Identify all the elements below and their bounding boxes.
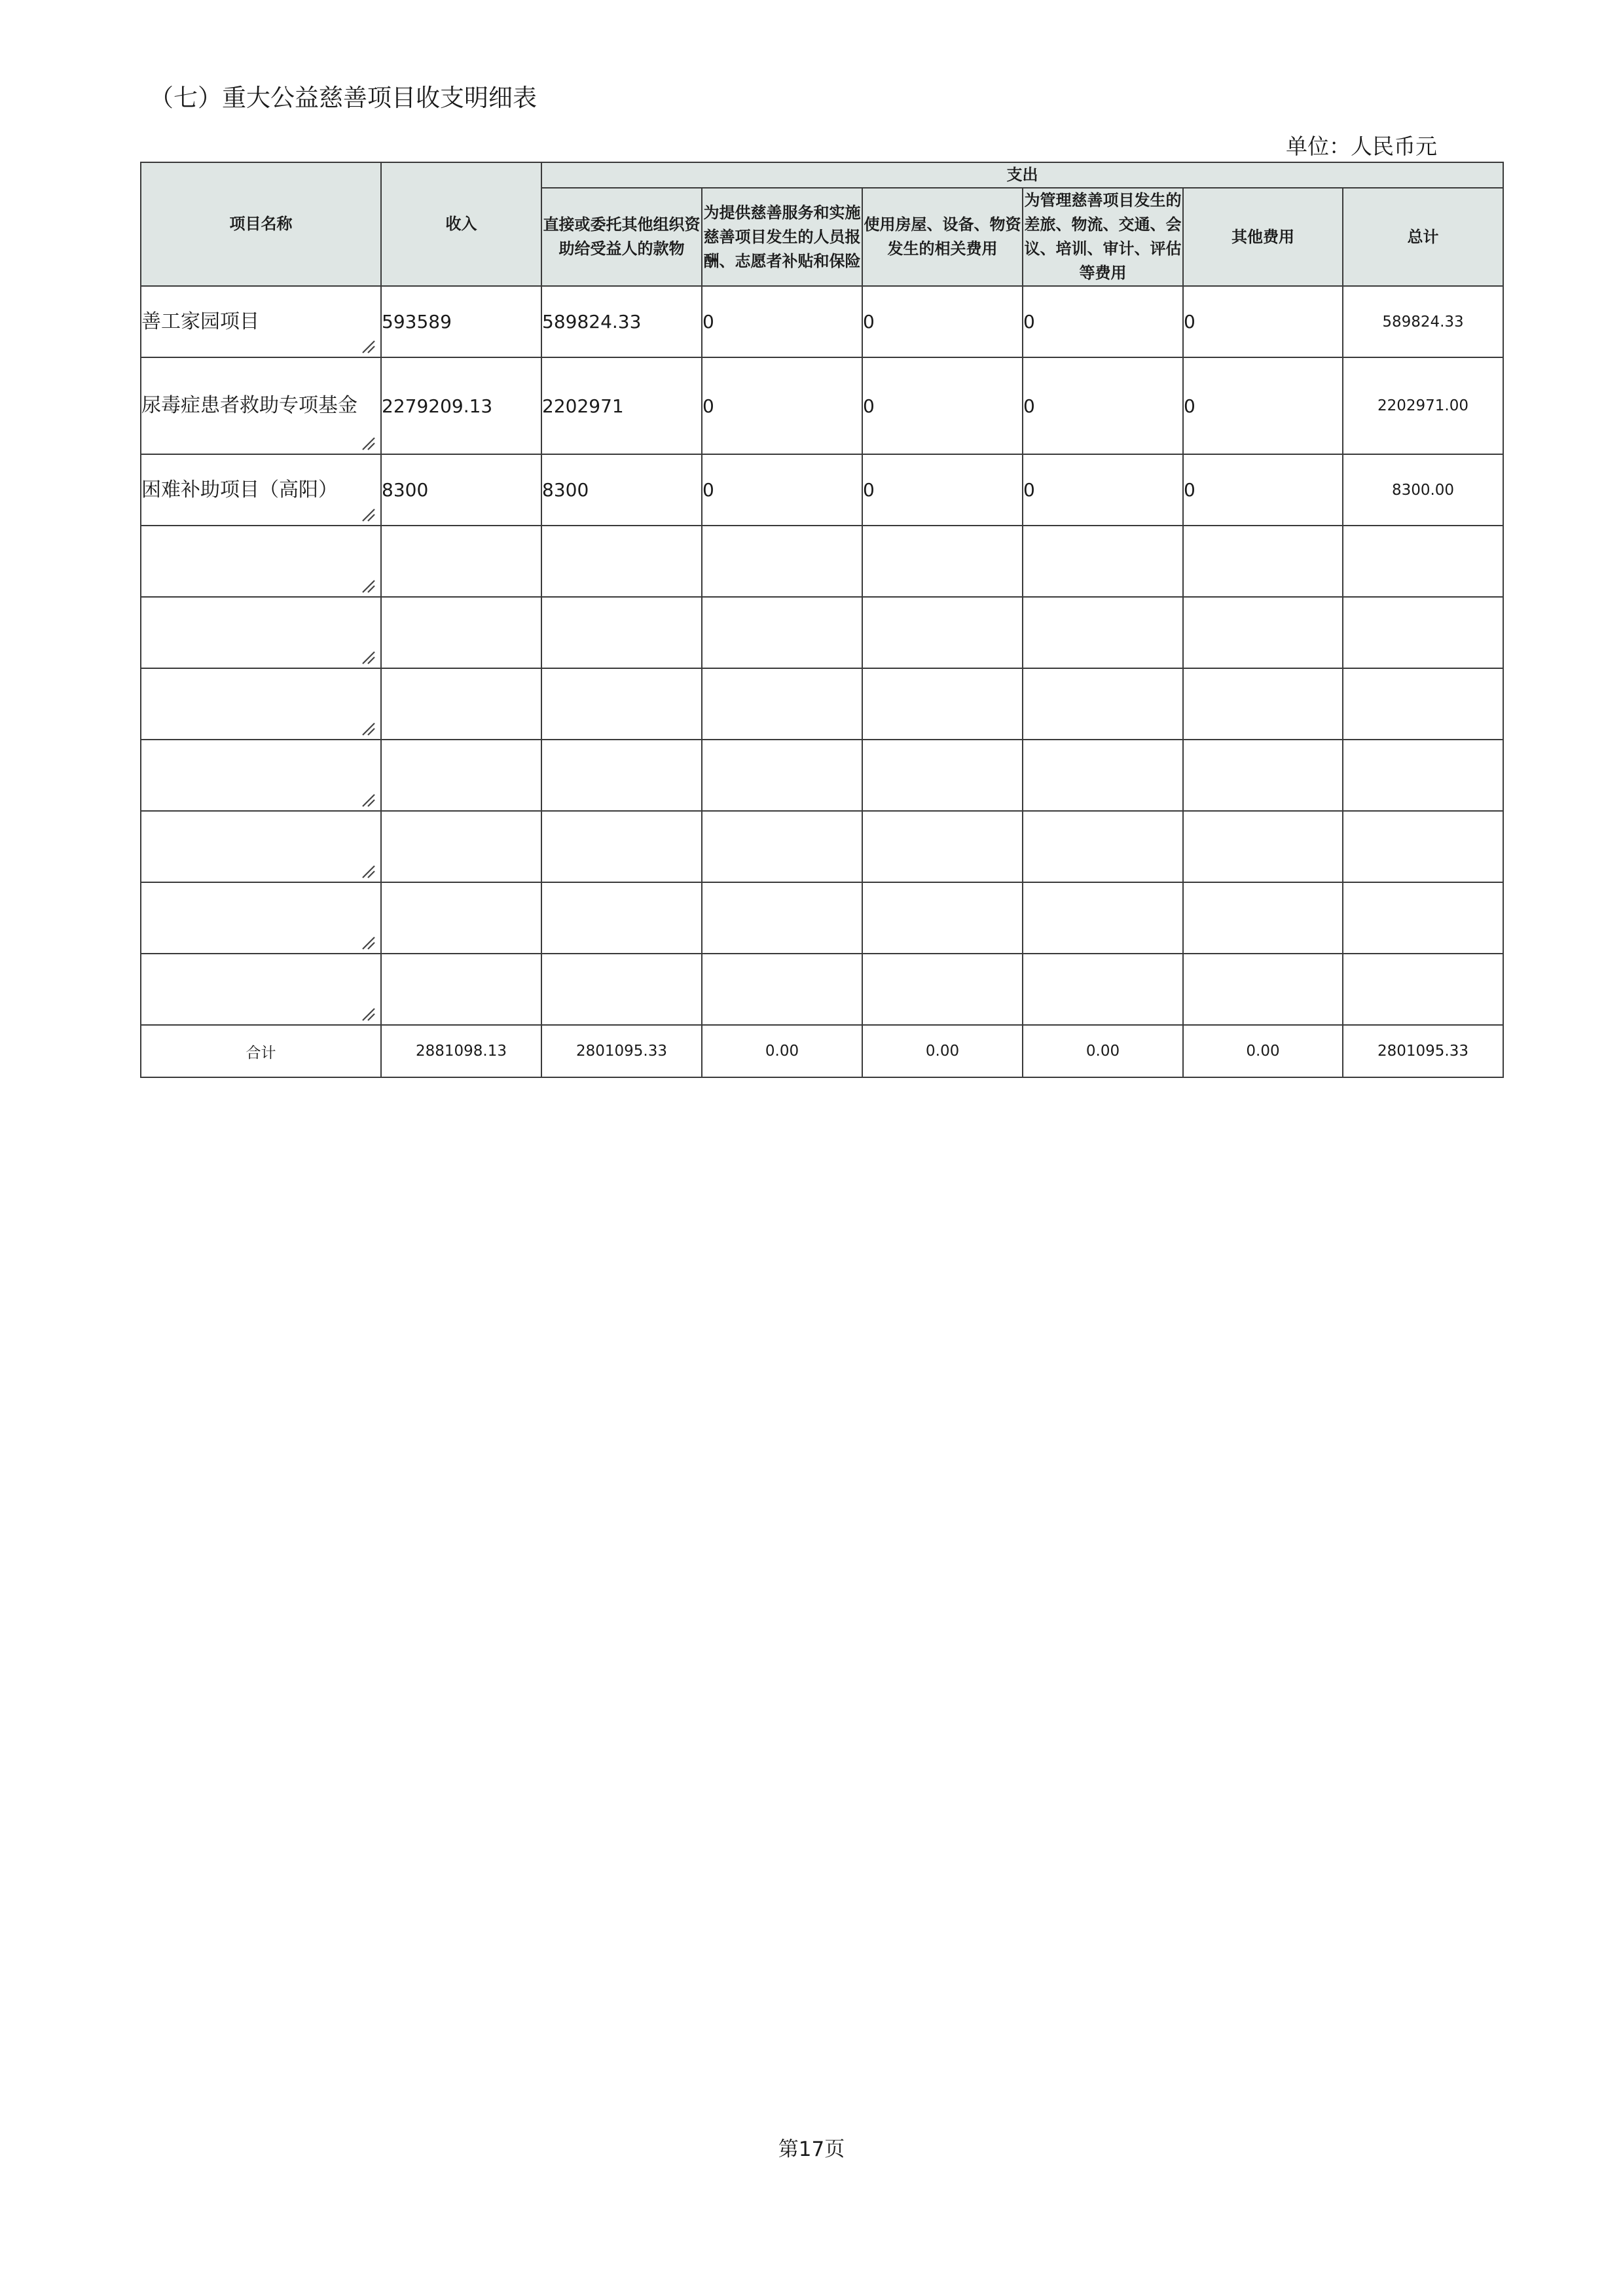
facility-cell[interactable] — [862, 597, 1023, 668]
facility-cell[interactable]: 0 — [862, 454, 1023, 526]
other-cell[interactable]: 0 — [1183, 357, 1343, 454]
project-name-cell[interactable] — [141, 811, 381, 882]
admin-cell[interactable]: 0 — [1023, 357, 1183, 454]
project-name-cell[interactable] — [141, 954, 381, 1025]
project-name-cell[interactable] — [141, 597, 381, 668]
project-name-text: 尿毒症患者救助专项基金 — [141, 394, 357, 417]
direct-cell[interactable] — [541, 740, 702, 811]
income-cell[interactable] — [381, 811, 541, 882]
admin-cell[interactable] — [1023, 811, 1183, 882]
other-cell[interactable] — [1183, 811, 1343, 882]
table-row — [141, 882, 1503, 954]
income-cell[interactable] — [381, 954, 541, 1025]
project-name-cell[interactable] — [141, 286, 381, 357]
table-row — [141, 811, 1503, 882]
facility-cell[interactable]: 0 — [862, 357, 1023, 454]
income-cell[interactable]: 593589 — [381, 286, 541, 357]
income-cell[interactable]: 2279209.13 — [381, 357, 541, 454]
table-row — [141, 286, 1503, 357]
personnel-cell[interactable] — [702, 526, 862, 597]
income-cell[interactable] — [381, 597, 541, 668]
facility-cell[interactable] — [862, 954, 1023, 1025]
resize-handle-icon[interactable] — [361, 859, 376, 875]
personnel-cell[interactable] — [702, 668, 862, 740]
other-cell[interactable] — [1183, 882, 1343, 954]
summary-facility-cell: 0.00 — [862, 1025, 1023, 1077]
resize-handle-icon[interactable] — [361, 931, 376, 946]
total-cell: 8300.00 — [1343, 454, 1503, 526]
summary-other-cell: 0.00 — [1183, 1025, 1343, 1077]
direct-cell[interactable] — [541, 882, 702, 954]
income-cell[interactable]: 8300 — [381, 454, 541, 526]
income-cell[interactable] — [381, 740, 541, 811]
table-row — [141, 740, 1503, 811]
table-row — [141, 454, 1503, 526]
admin-cell[interactable]: 0 — [1023, 454, 1183, 526]
admin-cell[interactable] — [1023, 882, 1183, 954]
personnel-cell[interactable]: 0 — [702, 454, 862, 526]
direct-cell[interactable]: 8300 — [541, 454, 702, 526]
header-total: 总计 — [1343, 188, 1503, 286]
direct-cell[interactable] — [541, 668, 702, 740]
personnel-cell[interactable] — [702, 882, 862, 954]
personnel-cell[interactable] — [702, 597, 862, 668]
direct-cell[interactable] — [541, 597, 702, 668]
resize-handle-icon[interactable] — [361, 717, 376, 732]
project-name-cell[interactable] — [141, 357, 381, 454]
facility-cell[interactable] — [862, 526, 1023, 597]
project-name-text: 善工家园项目 — [141, 310, 259, 333]
project-name-cell[interactable] — [141, 668, 381, 740]
header-facility-cost: 使用房屋、设备、物资发生的相关费用 — [862, 188, 1023, 286]
personnel-cell[interactable] — [702, 740, 862, 811]
header-project-name: 项目名称 — [141, 162, 381, 286]
admin-cell[interactable] — [1023, 740, 1183, 811]
resize-handle-icon[interactable] — [361, 645, 376, 661]
header-income: 收入 — [381, 162, 541, 286]
page-number: 第17页 — [778, 2138, 845, 2161]
facility-cell[interactable]: 0 — [862, 286, 1023, 357]
header-admin-cost: 为管理慈善项目发生的差旅、物流、交通、会议、培训、审计、评估等费用 — [1023, 188, 1183, 286]
personnel-cell[interactable] — [702, 811, 862, 882]
direct-cell[interactable]: 2202971 — [541, 357, 702, 454]
project-name-cell[interactable] — [141, 526, 381, 597]
personnel-cell[interactable]: 0 — [702, 286, 862, 357]
admin-cell[interactable] — [1023, 954, 1183, 1025]
total-cell — [1343, 954, 1503, 1025]
charity-project-table — [140, 162, 1504, 1078]
table-row — [141, 597, 1503, 668]
personnel-cell[interactable] — [702, 954, 862, 1025]
other-cell[interactable] — [1183, 526, 1343, 597]
header-expense-group: 支出 — [541, 162, 1503, 188]
other-cell[interactable] — [1183, 954, 1343, 1025]
other-cell[interactable]: 0 — [1183, 286, 1343, 357]
total-cell — [1343, 740, 1503, 811]
project-name-cell[interactable] — [141, 740, 381, 811]
summary-direct-cell: 2801095.33 — [541, 1025, 702, 1077]
resize-handle-icon[interactable] — [361, 431, 376, 447]
direct-cell[interactable]: 589824.33 — [541, 286, 702, 357]
total-cell — [1343, 811, 1503, 882]
admin-cell[interactable]: 0 — [1023, 286, 1183, 357]
admin-cell[interactable] — [1023, 668, 1183, 740]
other-cell[interactable] — [1183, 668, 1343, 740]
facility-cell[interactable] — [862, 811, 1023, 882]
summary-income-cell: 2881098.13 — [381, 1025, 541, 1077]
project-name-cell[interactable] — [141, 882, 381, 954]
unit-label: 单位：人民币元 — [1286, 134, 1437, 159]
income-cell[interactable] — [381, 526, 541, 597]
total-cell — [1343, 597, 1503, 668]
summary-row — [141, 1025, 1503, 1077]
resize-handle-icon[interactable] — [361, 574, 376, 590]
direct-cell[interactable] — [541, 811, 702, 882]
resize-handle-icon[interactable] — [361, 334, 376, 350]
header-personnel-cost: 为提供慈善服务和实施慈善项目发生的人员报酬、志愿者补贴和保险 — [702, 188, 862, 286]
direct-cell[interactable] — [541, 954, 702, 1025]
other-cell[interactable]: 0 — [1183, 454, 1343, 526]
table-row — [141, 668, 1503, 740]
table-row — [141, 954, 1503, 1025]
project-name-text: 困难补助项目（高阳） — [141, 478, 338, 501]
table-row — [141, 357, 1503, 454]
admin-cell[interactable] — [1023, 597, 1183, 668]
facility-cell[interactable] — [862, 882, 1023, 954]
page-title: （七）重大公益慈善项目收支明细表 — [149, 84, 537, 112]
resize-handle-icon[interactable] — [361, 788, 376, 804]
project-name-cell[interactable] — [141, 454, 381, 526]
summary-label-cell: 合计 — [141, 1025, 381, 1077]
summary-admin-cell: 0.00 — [1023, 1025, 1183, 1077]
total-cell — [1343, 882, 1503, 954]
total-cell: 2202971.00 — [1343, 357, 1503, 454]
header-direct-funding: 直接或委托其他组织资助给受益人的款物 — [541, 188, 702, 286]
direct-cell[interactable] — [541, 526, 702, 597]
resize-handle-icon[interactable] — [361, 1002, 376, 1018]
personnel-cell[interactable]: 0 — [702, 357, 862, 454]
admin-cell[interactable] — [1023, 526, 1183, 597]
income-cell[interactable] — [381, 668, 541, 740]
summary-total-cell: 2801095.33 — [1343, 1025, 1503, 1077]
total-cell — [1343, 526, 1503, 597]
total-cell: 589824.33 — [1343, 286, 1503, 357]
table-row — [141, 526, 1503, 597]
facility-cell[interactable] — [862, 740, 1023, 811]
total-cell — [1343, 668, 1503, 740]
income-cell[interactable] — [381, 882, 541, 954]
facility-cell[interactable] — [862, 668, 1023, 740]
other-cell[interactable] — [1183, 740, 1343, 811]
other-cell[interactable] — [1183, 597, 1343, 668]
header-other-cost: 其他费用 — [1183, 188, 1343, 286]
resize-handle-icon[interactable] — [361, 503, 376, 518]
summary-personnel-cell: 0.00 — [702, 1025, 862, 1077]
